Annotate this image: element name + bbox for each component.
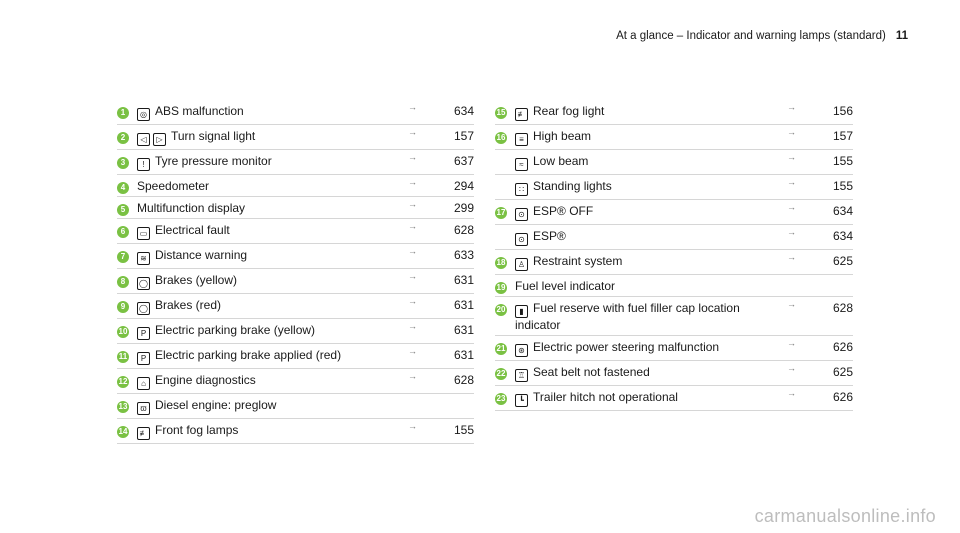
arrow-right-icon: → [787, 202, 796, 212]
arrow-right-icon: → [408, 321, 417, 331]
item-number: 12 [118, 377, 128, 386]
reference-page: 155 [453, 423, 474, 437]
abs-icon: ◎ [137, 108, 150, 121]
item-number: 7 [117, 251, 129, 263]
page-reference[interactable] [408, 273, 474, 287]
list-item [117, 294, 474, 319]
brake-icon: ◯ [137, 302, 150, 315]
item-number: 23 [496, 394, 506, 403]
reference-page: 628 [453, 223, 474, 237]
list-item [117, 175, 474, 197]
left-column [117, 100, 474, 444]
item-label: Seat belt not fastened [533, 365, 650, 379]
seat-belt-icon: ♖ [515, 369, 528, 382]
esp-off-icon: ⊙ [515, 208, 528, 221]
item-label: Speedometer [137, 179, 210, 193]
item-label: Distance warning [155, 248, 248, 262]
list-item [117, 269, 474, 294]
item-number: 6 [117, 226, 129, 238]
item-number: 5 [117, 204, 129, 216]
list-item [117, 100, 474, 125]
item-number: 16 [496, 133, 506, 142]
reference-page: 631 [453, 273, 474, 287]
item-number: 22 [496, 369, 506, 378]
arrow-right-icon: → [408, 221, 417, 231]
item-label: Tyre pressure monitor [155, 154, 272, 168]
reference-page: 299 [453, 201, 474, 215]
reference-page: 155 [832, 179, 853, 193]
trailer-hitch-icon: ┗ [515, 394, 528, 407]
list-item [495, 100, 853, 125]
item-number: 10 [118, 327, 128, 336]
item-label: High beam [533, 129, 592, 143]
item-number: 1 [117, 107, 129, 119]
arrow-right-icon: → [408, 199, 417, 209]
reference-page: 637 [453, 154, 474, 168]
list-item [495, 150, 853, 175]
list-item [117, 344, 474, 369]
list-item [117, 419, 474, 444]
page-reference[interactable] [408, 179, 474, 193]
page-reference[interactable] [787, 301, 853, 315]
page-reference[interactable] [408, 129, 474, 143]
low-beam-icon: ≈ [515, 158, 528, 171]
item-number: 14 [118, 427, 128, 436]
list-item [495, 125, 853, 150]
item-label: Front fog lamps [155, 423, 239, 437]
item-label: Trailer hitch not operational [533, 390, 678, 404]
restraint-icon: ♙ [515, 258, 528, 271]
page-reference[interactable] [787, 390, 853, 404]
item-label: ABS malfunction [155, 104, 244, 118]
item-number: 19 [496, 283, 506, 292]
item-label: Electrical fault [155, 223, 230, 237]
reference-page: 631 [453, 298, 474, 312]
parking-brake-icon: P [137, 327, 150, 340]
arrow-right-icon: → [787, 152, 796, 162]
item-number: 9 [117, 301, 129, 313]
battery-icon: ▭ [137, 227, 150, 240]
reference-page: 155 [832, 154, 853, 168]
page-reference[interactable] [787, 229, 853, 243]
page-reference[interactable] [787, 254, 853, 268]
watermark-logo: carmanualsonline.info [754, 506, 936, 526]
arrow-right-icon: → [787, 177, 796, 187]
list-item [495, 297, 853, 336]
item-label: Brakes (yellow) [155, 273, 238, 287]
item-number: 17 [496, 208, 506, 217]
page-reference[interactable] [787, 340, 853, 354]
item-label: Restraint system [533, 254, 623, 268]
arrow-right-icon: → [787, 338, 796, 348]
page-reference[interactable] [408, 298, 474, 312]
item-number: 15 [496, 108, 506, 117]
arrow-right-icon: → [408, 152, 417, 162]
reference-page: 626 [832, 340, 853, 354]
item-number: 20 [496, 305, 506, 314]
list-item [117, 369, 474, 394]
arrow-right-icon: → [408, 127, 417, 137]
reference-page: 633 [453, 248, 474, 262]
reference-page: 626 [832, 390, 853, 404]
item-label: Fuel level indicator [515, 279, 616, 293]
list-item [117, 319, 474, 344]
standing-lights-icon: ∷ [515, 183, 528, 196]
list-item [495, 361, 853, 386]
reference-page: 157 [832, 129, 853, 143]
item-number: 21 [496, 344, 506, 353]
engine-icon: ⌂ [137, 377, 150, 390]
item-label: Turn signal light [171, 129, 256, 143]
page-reference[interactable] [408, 104, 474, 118]
arrow-right-icon: → [787, 363, 796, 373]
list-item [495, 386, 853, 411]
item-description [495, 275, 853, 296]
arrow-right-icon: → [787, 227, 796, 237]
list-item [495, 336, 853, 361]
reference-page: 294 [453, 179, 474, 193]
item-label: Rear fog light [533, 104, 605, 118]
arrow-right-icon: → [408, 296, 417, 306]
arrow-right-icon: → [408, 102, 417, 112]
page-reference[interactable] [408, 323, 474, 337]
turn-left-icon: ◁ [137, 133, 150, 146]
item-number: 11 [118, 352, 128, 361]
brake-icon: ◯ [137, 277, 150, 290]
item-label: ESP® OFF [533, 204, 594, 218]
esp-icon: ⊙ [515, 233, 528, 246]
front-fog-icon: ≢ [137, 427, 150, 440]
page-reference[interactable] [408, 201, 474, 215]
arrow-right-icon: → [787, 299, 796, 309]
item-number: 8 [117, 276, 129, 288]
list-item [495, 250, 853, 275]
page-reference[interactable] [408, 423, 474, 437]
list-item [495, 200, 853, 225]
item-label: Low beam [533, 154, 589, 168]
item-number: 4 [117, 182, 129, 194]
rear-fog-icon: ≢ [515, 108, 528, 121]
item-label: Electric parking brake (yellow) [155, 323, 316, 337]
item-label: Electric power steering malfunction [533, 340, 720, 354]
item-label: Engine diagnostics [155, 373, 256, 387]
list-item [495, 275, 853, 297]
header-title: At a glance – Indicator and warning lamps (standard) [616, 30, 886, 42]
reference-page: 625 [832, 365, 853, 379]
page-reference[interactable] [408, 248, 474, 262]
list-item [495, 175, 853, 200]
item-label: Electric parking brake applied (red) [155, 348, 342, 362]
item-label: ESP® [533, 229, 566, 243]
high-beam-icon: ≡ [515, 133, 528, 146]
right-column [495, 100, 853, 411]
glow-plug-icon: ϖ [137, 402, 150, 415]
reference-page: 628 [453, 373, 474, 387]
item-label: Diesel engine: preglow [155, 398, 277, 412]
steering-icon: ⊛ [515, 344, 528, 357]
page-reference[interactable] [408, 223, 474, 237]
page-reference[interactable] [787, 365, 853, 379]
page-reference[interactable] [408, 348, 474, 362]
list-item [117, 197, 474, 219]
reference-page: 157 [453, 129, 474, 143]
tire-pressure-icon: ! [137, 158, 150, 171]
reference-page: 631 [453, 348, 474, 362]
reference-page: 631 [453, 323, 474, 337]
arrow-right-icon: → [408, 271, 417, 281]
arrow-right-icon: → [408, 246, 417, 256]
list-item [117, 394, 474, 419]
page-reference[interactable] [408, 373, 474, 387]
list-item [117, 219, 474, 244]
page-reference[interactable] [408, 154, 474, 168]
page-reference[interactable] [787, 179, 853, 193]
list-item [117, 125, 474, 150]
page-reference[interactable] [787, 104, 853, 118]
reference-page: 634 [832, 229, 853, 243]
parking-brake-icon: P [137, 352, 150, 365]
arrow-right-icon: → [787, 127, 796, 137]
arrow-right-icon: → [408, 346, 417, 356]
reference-page: 634 [832, 204, 853, 218]
arrow-right-icon: → [787, 102, 796, 112]
arrow-right-icon: → [408, 177, 417, 187]
list-item [495, 225, 853, 250]
arrow-right-icon: → [408, 371, 417, 381]
page-reference[interactable] [787, 129, 853, 143]
page-reference[interactable] [787, 154, 853, 168]
reference-page: 625 [832, 254, 853, 268]
reference-page: 156 [832, 104, 853, 118]
item-label: Standing lights [533, 179, 612, 193]
item-number: 2 [117, 132, 129, 144]
item-number: 18 [496, 258, 506, 267]
item-description [117, 394, 474, 418]
arrow-right-icon: → [408, 421, 417, 431]
distance-warning-icon: ≋ [137, 252, 150, 265]
reference-page: 628 [832, 301, 853, 315]
page-number: 11 [895, 30, 908, 42]
arrow-right-icon: → [787, 252, 796, 262]
reference-page: 634 [453, 104, 474, 118]
turn-right-icon: ▷ [153, 133, 166, 146]
list-item [117, 244, 474, 269]
item-label: Brakes (red) [155, 298, 222, 312]
item-label: Multifunction display [137, 201, 246, 215]
page-header [616, 30, 908, 42]
item-number: 13 [118, 402, 128, 411]
item-label: Fuel reserve with fuel filler cap location indicator [515, 301, 740, 332]
arrow-right-icon: → [787, 388, 796, 398]
page-reference[interactable] [787, 204, 853, 218]
list-item [117, 150, 474, 175]
item-number: 3 [117, 157, 129, 169]
fuel-icon: ▮ [515, 305, 528, 318]
